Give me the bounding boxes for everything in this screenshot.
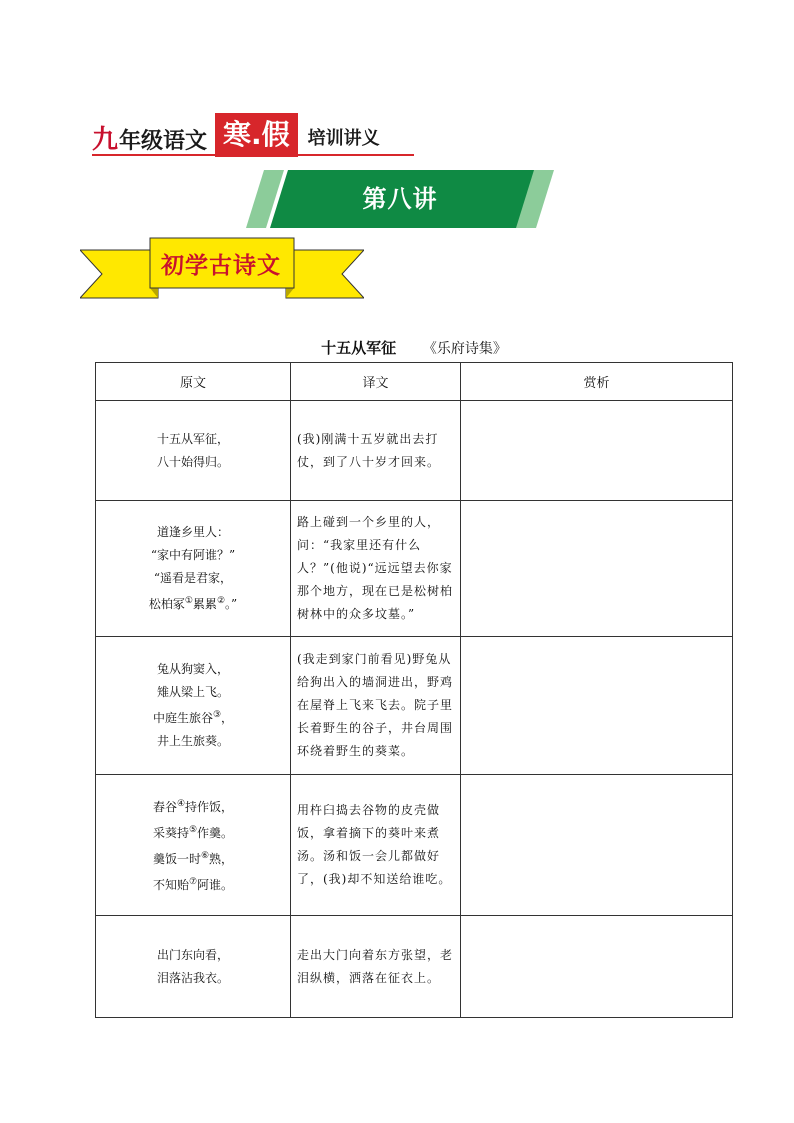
original-cell: [96, 501, 291, 637]
verse-line: 兔从狗窦入，: [156, 662, 229, 676]
poem-title: [96, 337, 732, 358]
verse-segment: 作羹。: [197, 826, 234, 840]
ribbon-left-tail: [80, 250, 158, 298]
verse-segment: 累累: [192, 597, 217, 611]
appreciation-cell[interactable]: [461, 637, 733, 775]
verse-line: [96, 871, 290, 897]
footnote-marker: ②: [216, 596, 226, 606]
table-header-row: [96, 363, 733, 401]
verse-line: “遥看是君家，: [153, 571, 233, 585]
footnote-marker: ④: [176, 799, 186, 809]
appreciation-cell[interactable]: [461, 501, 733, 637]
document-header: [92, 120, 380, 154]
verse-line: 八十始得归。: [156, 454, 229, 469]
appreciation-cell[interactable]: [461, 775, 733, 916]
verse-segment: 阿谁。: [197, 878, 234, 892]
header-original: 原文: [96, 363, 291, 401]
translation-cell: 走出大门向着东方张望，老泪纵横，洒落在征衣上。: [291, 916, 461, 1018]
appreciation-cell[interactable]: [461, 401, 733, 501]
translation-cell: (我走到家门前看见)野兔从给狗出入的墙洞进出，野鸡在屋脊上飞来飞去。院子里长着野生的谷子，井台周围环绕着野生的葵菜。: [291, 637, 461, 775]
verse-line: [96, 793, 290, 819]
translation-cell: 路上碰到一个乡里的人，问：“我家里还有什么人？”(他说)“远远望去你家那个地方，现在已是松树柏树林中的众多坟墓。”: [291, 501, 461, 637]
appreciation-cell[interactable]: [461, 916, 733, 1018]
footnote-marker: ⑥: [200, 851, 210, 861]
footnote-marker: ①: [184, 596, 193, 606]
verse-segment: 持作饭，: [185, 800, 234, 814]
footnote-marker: ⑦: [188, 877, 198, 887]
verse-line: 井上生旅葵。: [156, 734, 229, 748]
verse-segment: 熟，: [209, 852, 234, 866]
ribbon-right-tail: [286, 250, 364, 298]
header-underline: [92, 154, 414, 156]
table-row: [96, 637, 733, 775]
table-row: [96, 775, 733, 916]
header-translation: 译文: [291, 363, 461, 401]
grade-subject: 年级语文: [119, 128, 208, 154]
footnote-marker: ③: [212, 710, 222, 720]
verse-line: “家中有阿谁？”: [150, 548, 236, 562]
verse-segment: 中庭生旅谷: [152, 711, 213, 725]
verse-segment: 松柏冢: [148, 597, 185, 611]
grade-number: 九: [92, 124, 119, 155]
verse-line: 道逢乡里人：: [156, 525, 229, 539]
verse-line: 十五从军征，: [156, 431, 229, 446]
verse-segment: 羹饭一时: [152, 852, 201, 866]
verse-segment: 舂谷: [152, 800, 177, 814]
original-cell: [96, 637, 291, 775]
verse-segment: 不知贻: [152, 878, 189, 892]
season-badge: 寒.假: [215, 113, 298, 157]
verse-line: [96, 819, 290, 845]
verse-line: 出门东向看，: [156, 947, 229, 962]
translation-cell: 用杵臼捣去谷物的皮壳做饭，拿着摘下的葵叶来煮汤。汤和饭一会儿都做好了，(我)却不知送给谁吃。: [291, 775, 461, 916]
original-cell: [96, 401, 291, 501]
original-cell: [96, 916, 291, 1018]
verse-line: 泪落沾我衣。: [156, 970, 229, 985]
original-cell: [96, 775, 291, 916]
poem-table: [95, 362, 733, 1018]
verse-line: [96, 704, 290, 730]
table-row: [96, 401, 733, 501]
verse-line: [96, 845, 290, 871]
table-row: [96, 916, 733, 1018]
table-row: [96, 501, 733, 637]
poem-name: 十五从军征: [321, 339, 397, 357]
verse-segment: 采葵持: [152, 826, 189, 840]
translation-cell: (我)刚满十五岁就出去打仗，到了八十岁才回来。: [291, 401, 461, 501]
lecture-title: 第八讲: [362, 185, 438, 213]
footnote-marker: ⑤: [188, 825, 198, 835]
grade-label: [92, 119, 207, 156]
verse-segment: 。”: [225, 597, 238, 611]
poem-source: 《乐府诗集》: [422, 341, 507, 357]
header-appreciation: 赏析: [461, 363, 733, 401]
section-title: 初学古诗文: [161, 253, 281, 279]
verse-segment: ，: [221, 711, 234, 725]
verse-line: 雉从梁上飞。: [156, 685, 229, 699]
verse-line: [96, 590, 290, 616]
course-label: 培训讲义: [307, 128, 380, 149]
